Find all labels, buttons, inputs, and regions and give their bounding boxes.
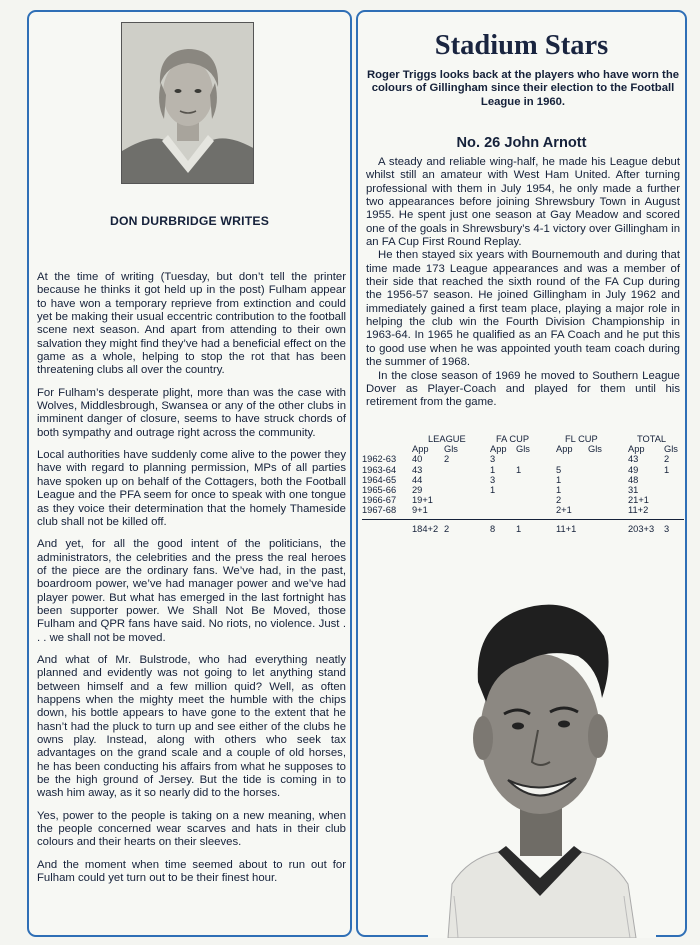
column-paragraph: Yes, power to the people is taking on a new meaning, when the people concerned wear scarves and hats in their club colours and their hearts on their sleeves. [37, 809, 346, 849]
column-byline: DON DURBRIDGE WRITES [109, 214, 270, 228]
stats-cell: 1 [516, 464, 522, 475]
stats-total-cell: 8 [490, 523, 496, 534]
column-paragraph: For Fulham’s desperate plight, more than was the case with Wolves, Middlesbrough, Swansea or any of the other clubs in imminent danger of closure, seems to have struck chords of both sympathy and outrage right across the community. [37, 386, 346, 439]
stats-season: 1967-68 [362, 505, 397, 516]
stats-group-header: LEAGUE [428, 434, 466, 444]
stats-total-cell: 1 [516, 523, 522, 534]
stats-subheader: Gls [664, 444, 678, 455]
stats-total-cell: 3 [664, 523, 670, 534]
stats-cell: 5 [556, 464, 562, 475]
stats-season: 1962-63 [362, 454, 397, 465]
stats-subheader-row [362, 444, 684, 454]
stats-subheader: Gls [588, 444, 602, 455]
stats-row [362, 475, 684, 485]
stats-row [362, 465, 684, 475]
stats-subheader: App [412, 444, 429, 455]
stats-cell: 49 [628, 464, 639, 475]
column-paragraph: And what of Mr. Bulstrode, who had everything neatly planned and evidently was not going to let anything stand between himself and a few million quid? Well, as often happens when the mighty meet the humble with the chips down, his bottle appears to have gone to the extent that he hasn’t had the pluck to turn up and see either of the clubs he owns play. Instead, along with others who seek tax advantages on the grand scale and a couple of old horses, he has been conducting his affairs from what he supposes to be the high ground of Jersey. But the tide is coming in to wash him away, as it so nearly did to the horses. [37, 653, 346, 800]
stats-cell: 1 [556, 484, 562, 495]
stats-cell: 29 [412, 484, 423, 495]
stats-group-header-row [362, 434, 684, 444]
stats-cell: 3 [490, 454, 496, 465]
stats-season: 1963-64 [362, 464, 397, 475]
stats-cell: 11+2 [628, 505, 649, 516]
player-title: No. 26 John Arnott [456, 135, 587, 151]
column-paragraph: And the moment when time seemed about to run out for Fulham could yet turn out to be their finest hour. [37, 858, 346, 885]
stats-cell: 31 [628, 484, 639, 495]
player-portrait-photo [428, 566, 656, 938]
stats-total-rule [362, 519, 684, 520]
stats-season: 1964-65 [362, 474, 397, 485]
stats-total-cell: 184+2 [412, 523, 439, 534]
stats-subheader: App [628, 444, 645, 455]
stats-cell: 2+1 [556, 505, 572, 516]
stats-cell: 3 [490, 474, 496, 485]
stats-cell: 1 [490, 464, 496, 475]
player-biography [366, 156, 680, 410]
stats-total-cell: 2 [444, 523, 450, 534]
stats-cell: 1 [490, 484, 496, 495]
stats-subheader: Gls [444, 444, 458, 455]
stats-subheader: App [490, 444, 507, 455]
feature-intro: Roger Triggs looks back at the players who have worn the colours of Gillingham since their election to the Football League in 1960. [367, 69, 679, 108]
stats-cell: 19+1 [412, 495, 433, 506]
stats-cell: 40 [412, 454, 423, 465]
stats-cell: 1 [556, 474, 562, 485]
stats-total-cell: 203+3 [628, 523, 655, 534]
left-column-panel [27, 10, 352, 937]
stats-cell: 2 [444, 454, 450, 465]
stats-season: 1965-66 [362, 484, 397, 495]
stats-row [362, 495, 684, 505]
stats-cell: 21+1 [628, 495, 649, 506]
column-paragraph: And yet, for all the good intent of the politicians, the administrators, the celebrities and the press the real heroes of the piece are the ordinary fans. We’ve had, in the past, boardroom power, we’ve had manager power and we’ve had player power. But what has emerged in the last fortnight has been supporter power. We Shall Not Be Moved, those Fulham and QPR fans have said. No riots, no violence. Just . . . we shall not be moved. [37, 538, 346, 644]
bio-paragraph: A steady and reliable wing-half, he made his League debut whilst still an amateur with West Ham United. After turning professional with them in July 1954, he only made a further two appearances before joining Shrewsbury Town in August 1955. He spent just one season at Gay Meadow and scored one of the goals in Shrewsbury’s 4-1 victory over Gillingham in an FA Cup First Round Replay. [366, 156, 680, 249]
bio-paragraph: He then stayed six years with Bournemouth and during that time made 173 League appearances and was a member of their side that reached the sixth round of the FA Cup during the 1956-57 season. He joined Gillingham in July 1962 and immediately gained a first team place, playing a major role in helping the club win the Fourth Division Championship in 1963-64. In 1965 he qualified as an FA Coach and he put this to good use when he was appointed youth team coach during the summer of 1968. [366, 249, 680, 369]
column-paragraph: At the time of writing (Tuesday, but don’t tell the printer because he thinks it got held up in the post) Fulham appear to have won a temporary reprieve from extinction and could yet be making their usual eccentric contribution to the football scene next season. And apart from attending to their own salvation they might find they’ve had a beneficial effect on the game as a whole, helping to stop the rot that has been threatening clubs all over the country. [37, 271, 346, 377]
stats-cell: 43 [412, 464, 423, 475]
stats-cell: 9+1 [412, 505, 428, 516]
stats-group-header: TOTAL [637, 434, 667, 444]
stats-row [362, 485, 684, 495]
column-paragraph: Local authorities have suddenly come alive to the power they have with regard to planning permission, MPs of all parties have spoken up on behalf of the Cottagers, both the Football League and the PFA seem for once to speak with one tongue as they voice their determination that the homely Thameside club shall not be killed off. [37, 449, 346, 528]
stats-season: 1966-67 [362, 495, 397, 506]
career-stats-table [362, 434, 684, 534]
column-body-text [37, 271, 346, 894]
stats-totals-row [362, 524, 684, 534]
stats-cell: 2 [556, 495, 562, 506]
stats-cell: 43 [628, 454, 639, 465]
stadium-stars-panel [356, 10, 687, 937]
stats-total-cell: 11+1 [556, 523, 577, 534]
stats-group-header: FA CUP [496, 434, 530, 444]
stats-cell: 2 [664, 454, 670, 465]
stats-subheader: App [556, 444, 573, 455]
stats-row [362, 454, 684, 464]
stats-cell: 1 [664, 464, 670, 475]
bio-paragraph: In the close season of 1969 he moved to Southern League Dover as Player-Coach and played for them until his retirement from the game. [366, 369, 680, 409]
author-portrait-photo [121, 22, 254, 184]
stats-group-header: FL CUP [565, 434, 598, 444]
feature-headline: Stadium Stars [434, 30, 609, 61]
stats-subheader: Gls [516, 444, 530, 455]
stats-row [362, 505, 684, 515]
stats-cell: 44 [412, 474, 423, 485]
stats-cell: 48 [628, 474, 639, 485]
